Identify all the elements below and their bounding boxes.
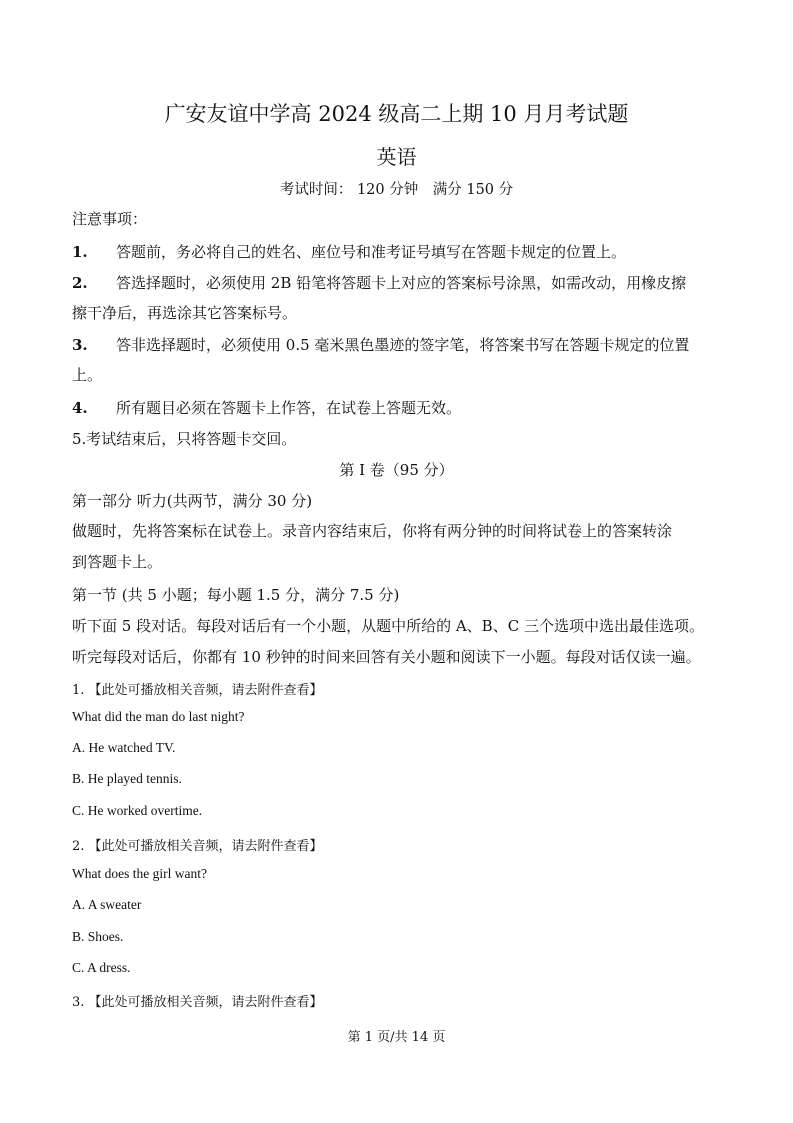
option-c: C. A dress.	[72, 960, 131, 975]
part1-heading: 第一部分 听力(共两节，满分 30 分)	[72, 492, 313, 510]
part1-instruction-line1: 做题时，先将答案标在试卷上。录音内容结束后，你将有两分钟的时间将试卷上的答案转涂	[72, 522, 673, 540]
notes-heading: 注意事项：	[72, 210, 148, 228]
part1-instruction-line2: 到答题卡上。	[72, 553, 163, 571]
option-b: B. He played tennis.	[72, 771, 182, 786]
option-a: A. He watched TV.	[72, 740, 176, 755]
note-item-1	[72, 241, 626, 262]
note-text: 答选择题时，必须使用 2B 铅笔将答题卡上对应的答案标号涂黑，如需改动，用橡皮擦	[116, 274, 687, 292]
question-text: What does the girl want?	[72, 866, 207, 881]
question-text: What did the man do last night?	[72, 709, 245, 724]
note-item-4	[72, 397, 461, 418]
exam-info: 考试时间： 120 分钟 满分 150 分	[279, 182, 514, 198]
section1-instruction-line2: 听完每段对话后，你都有 10 秒钟的时间来回答有关小题和阅读下一小题。每段对话仅读一遍。	[72, 648, 701, 666]
page-footer: 第 1 页/共 14 页	[347, 1030, 446, 1045]
note-text: 答题前，务必将自己的姓名、座位号和准考证号填写在答题卡规定的位置上。	[116, 243, 627, 261]
note-item-3-cont: 上。	[72, 366, 103, 384]
subject-title: 英语	[376, 145, 417, 169]
note-text: 答非选择题时，必须使用 0.5 毫米黑色墨迹的签字笔，将答案书写在答题卡规定的位置	[116, 336, 690, 354]
note-number: 1.	[72, 243, 88, 261]
note-number: 4.	[72, 399, 88, 417]
page-title: 广安友谊中学高 2024 级高二上期 10 月月考试题	[164, 102, 629, 126]
option-c: C. He worked overtime.	[72, 803, 203, 818]
section1-instruction-line1: 听下面 5 段对话。每段对话后有一个小题，从题中所给的 A、B、C 三个选项中选出最佳选项。	[72, 617, 704, 635]
note-number: 3.	[72, 336, 88, 354]
note-number: 2.	[72, 274, 88, 292]
option-b: B. Shoes.	[72, 929, 124, 944]
volume-heading: 第 I 卷（95 分）	[339, 461, 454, 479]
audio-placeholder: 3. 【此处可播放相关音频，请去附件查看】	[72, 995, 323, 1010]
audio-placeholder: 2. 【此处可播放相关音频，请去附件查看】	[72, 839, 323, 854]
audio-placeholder: 1. 【此处可播放相关音频，请去附件查看】	[72, 683, 323, 698]
note-item-3	[72, 334, 689, 355]
note-item-5: 5.考试结束后，只将答题卡交回。	[72, 430, 297, 448]
note-item-2-cont: 擦干净后，再选涂其它答案标号。	[72, 304, 298, 322]
note-text: 所有题目必须在答题卡上作答，在试卷上答题无效。	[116, 399, 462, 417]
section1-heading: 第一节 (共 5 小题；每小题 1.5 分，满分 7.5 分)	[72, 586, 400, 604]
note-item-2	[72, 272, 686, 293]
option-a: A. A sweater	[72, 897, 142, 912]
